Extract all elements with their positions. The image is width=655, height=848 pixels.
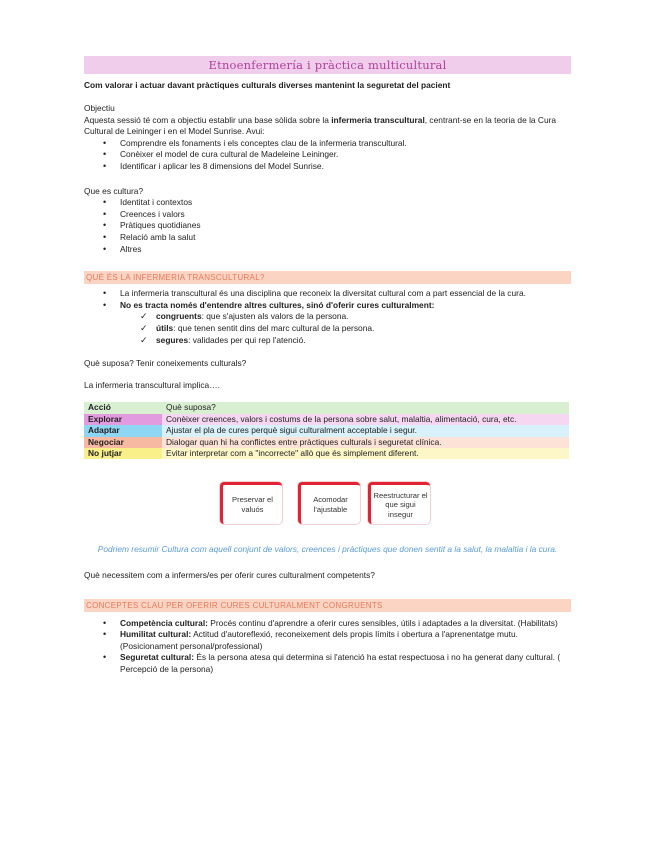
cultura-list bbox=[84, 197, 571, 255]
list-item: • Altres bbox=[84, 244, 571, 256]
strategy-box-preservar: Preservar el valuós bbox=[220, 482, 282, 524]
objectiu-intro: Aquesta sessió té com a objectiu establir una base sòlida sobre la infermeria transcultural, centrant-se en la teoria de la Cura Cultural de Leininger i en el Model Sunrise. Avui: bbox=[84, 114, 557, 137]
table-cell-accio: No jutjar bbox=[84, 448, 162, 459]
document-title: Etnoenfermería i pràctica multicultural bbox=[84, 56, 571, 74]
strategy-box-acomodar: Acomodar l'ajustable bbox=[298, 482, 360, 524]
section-heading-conceptes: CONCEPTES CLAU PER OFERIR CURES CULTURALMENT CONGRUENTS bbox=[84, 599, 571, 612]
list-item: • Conèixer el model de cura cultural de Madeleine Leininger. bbox=[84, 149, 571, 161]
objectiu-list bbox=[84, 138, 571, 173]
table-row bbox=[84, 425, 569, 436]
table-cell-text: Ajustar el pla de cures perquè sigui culturalment acceptable i segur. bbox=[162, 425, 569, 436]
transcultural-list bbox=[84, 288, 571, 346]
list-item: • Humilitat cultural: Actitud d'autoreflexió, reconeixement dels propis límits i obertura a l'aprenentatge mutu. (Posicionament personal/professional) bbox=[84, 629, 571, 652]
table-cell-accio: Explorar bbox=[84, 414, 162, 425]
list-item: • Creences i valors bbox=[84, 209, 571, 221]
question-coneixements: Què suposa? Tenir coneixements culturals? bbox=[84, 358, 247, 369]
table-row bbox=[84, 448, 569, 459]
table-header-row bbox=[84, 402, 569, 413]
list-item: • Seguretat cultural: És la persona atesa qui determina si l'atenció ha estat respectuosa i no ha generat dany cultural. ( Percepció de la persona) bbox=[84, 652, 571, 675]
list-item: • Relació amb la salut bbox=[84, 232, 571, 244]
table-cell-text: Conèixer creences, valors i costums de la persona sobre salut, malaltia, alimentació, cura, etc. bbox=[162, 414, 569, 425]
objectiu-section bbox=[84, 103, 571, 173]
table-cell-text: Evitar interpretar com a "incorrecte" allò que és simplement diferent. bbox=[162, 448, 569, 459]
table-row bbox=[84, 437, 569, 448]
list-item: • Identitat i contextos bbox=[84, 197, 571, 209]
check-item: ✓ congruents: que s'ajusten als valors de la persona. bbox=[84, 311, 571, 323]
cultura-section bbox=[84, 186, 571, 256]
list-item: • Competència cultural: Procés continu d'aprendre a oferir cures sensibles, útils i adaptades a la diversitat. (Habilitats) bbox=[84, 618, 571, 630]
cultura-quote: Podriem resumir Cultura com aquell conjunt de valors, creences i pràctiques que donen sentit a la salut, la malaltia i la cura. bbox=[97, 544, 558, 555]
objectiu-heading: Objectiu bbox=[84, 103, 115, 113]
table-row bbox=[84, 414, 569, 425]
check-item: ✓ segures: validades per qui rep l'atenció. bbox=[84, 335, 571, 347]
list-item: • Identificar i aplicar les 8 dimensions del Model Sunrise. bbox=[84, 161, 571, 173]
section-heading-transcultural: QUÈ ÉS LA INFERMERIA TRANSCULTURAL? bbox=[84, 271, 571, 284]
check-item: ✓ útils: que tenen sentit dins del marc cultural de la persona. bbox=[84, 323, 571, 335]
implica-text: La infermeria transcultural implica…. bbox=[84, 379, 220, 390]
accions-table bbox=[84, 402, 569, 459]
table-cell-text: Dialogar quan hi ha conflictes entre pràctiques culturals i seguretat clínica. bbox=[162, 437, 569, 448]
list-item: • No es tracta només d'entendre altres cultures, sinó d'oferir cures culturalment: bbox=[84, 300, 571, 312]
list-item: • La infermeria transcultural és una disciplina que reconeix la diversitat cultural com a part essencial de la cura. bbox=[84, 288, 571, 300]
cura-strategies-diagram bbox=[84, 482, 571, 532]
document-subtitle: Com valorar i actuar davant pràctiques culturals diverses mantenint la seguretat del pacient bbox=[84, 80, 451, 90]
cultura-heading: Que es cultura? bbox=[84, 185, 144, 196]
table-header-cell: Acció bbox=[84, 402, 162, 413]
table-cell-accio: Negociar bbox=[84, 437, 162, 448]
list-item: • Pràtiques quotidianes bbox=[84, 220, 571, 232]
list-item: • Comprendre els fonaments i els conceptes clau de la infermeria transcultural. bbox=[84, 138, 571, 150]
strategy-box-reestructurar: Reestructurar el que sigui insegur bbox=[368, 482, 430, 524]
table-header-cell: Què suposa? bbox=[162, 402, 569, 413]
table-cell-accio: Adaptar bbox=[84, 425, 162, 436]
question-competents: Què necessitem com a infermers/es per oferir cures culturalment competents? bbox=[84, 569, 375, 580]
conceptes-list bbox=[84, 618, 571, 676]
document-page bbox=[84, 56, 571, 675]
